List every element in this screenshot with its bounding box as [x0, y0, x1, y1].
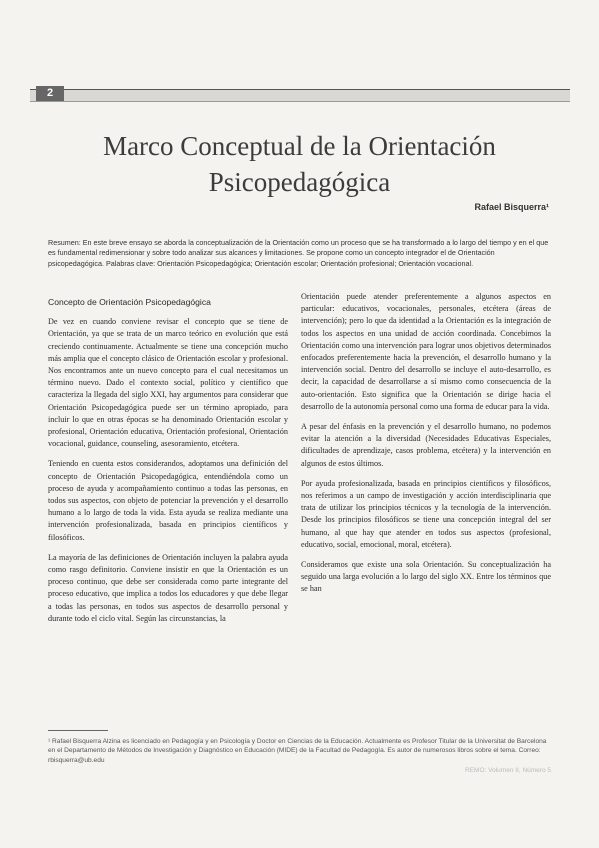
abstract	[48, 238, 550, 269]
right-paragraph: A pesar del énfasis en la prevención y el desarrollo humano, no podemos evitar la atención a la diversidad (Necesidades Educativas Especiales, dificultades de aprendizaje, casos problema, etcétera) y la intervención en algunos de estos últimos.	[301, 422, 551, 468]
title-line-2: Psicopedagógica	[208, 167, 391, 197]
left-paragraph: Teniendo en cuenta estos considerandos, adoptamos una definición del concepto de Orientación Psicopedagógica, entendiéndola como un proceso de ayuda y acompañamiento continuo a todas las personas, en todos sus aspectos, con objeto de potenciar la prevención y el desarrollo humano a lo largo de toda la vida. Esta ayuda se realiza mediante una intervención profesionalizada, basada en principios científicos y filosóficos.	[48, 459, 288, 542]
page-number: 2	[36, 86, 64, 101]
right-paragraph: Por ayuda profesionalizada, basada en principios científicos y filosóficos, nos referimos a un campo de investigación y acción interdisciplinaria que trata de utilizar los principios técnicos y la tecnología de la intervención. Desde los principios filosóficos se tiene una concepción integral del ser humano, al que hay que atender en todos sus aspectos (profesional, educativo, social, emocional, moral, etcétera).	[301, 478, 551, 549]
right-column	[301, 291, 551, 604]
right-paragraph: Orientación puede atender preferentemente a algunos aspectos en particular: educativos, vocacionales, personales, etcétera (áreas de intervención); pero lo que da identidad a la Orientación es la integración de todos los aspectos en una unidad de acción coordinada. Concebimos la Orientación como una intervención para lograr unos objetivos determinados enfocados preferentemente hacia la prevención, el desarrollo humano y la intervención social. Dentro del desarrollo se incluye el auto-desarrollo, es decir, la capacidad de desarrollarse a sí mismo como consecuencia de la auto-orientación. Esto significa que la Orientación se dirige hacia el desarrollo de la autonomía personal como una forma de educar para la vida.	[301, 292, 551, 411]
page-number-bar	[30, 89, 570, 102]
left-paragraph: De vez en cuando conviene revisar el concepto que se tiene de Orientación, ya que se trata de un marco teórico en evolución que está creciendo continuamente. Actualmente se tiene una concepción mucho más amplia que el concepto clásico de Orientación escolar y profesional. Nos encontramos ante un nuevo concepto para el cual necesitamos un término nuevo. Dado el contexto social, político y científico que caracteriza la llegada del siglo XXI, hay argumentos para considerar que Orientación Psicopedagógica puede ser un término apropiado, para incluir lo que en otras épocas se ha denominado Orientación escolar y profesional, Orientación educativa, Orientación profesional, Orientación vocacional, guidance, counseling, asesoramiento, etcétera.	[48, 317, 288, 449]
left-column	[48, 296, 288, 633]
journal-footer: REMO: Volumen II, Número 5	[465, 767, 551, 774]
section-heading: Concepto de Orientación Psicopedagógica	[48, 297, 211, 307]
footnote-divider	[48, 730, 108, 731]
author: Rafael Bisquerra¹	[474, 202, 549, 212]
abstract-text: Resumen: En este breve ensayo se aborda la conceptualización de la Orientación como un proceso que se ha transformado a lo largo del tiempo y en el que es fundamental redimensionar y sobre todo analizar sus alcances y limitaciones. Se propone como un concepto integrador el de Orientación psicopedagógica. Palabras clave: Orientación Psicopedagógica; Orientación escolar; Orientación profesional; Orientación vocacional.	[48, 238, 549, 268]
right-paragraph: Consideramos que existe una sola Orientación. Su conceptualización ha seguido una larga evolución a lo largo del siglo XX. Entre los términos que se han	[301, 560, 551, 594]
footnote: ¹ Rafael Bisquerra Alzina es licenciado en Pedagogía y en Psicología y Doctor en Ciencias de la Educación. Actualmente es Profesor Titular de la Universitat de Barcelona en el Departamento de Métodos de Investigación y Diagnóstico en Educación (MIDE) de la Facultad de Pedagogía. Es autor de numerosos libros sobre el tema. Correo: rbisquerra@ub.edu	[48, 738, 547, 764]
title-line-1: Marco Conceptual de la Orientación	[103, 131, 496, 161]
left-paragraph: La mayoría de las definiciones de Orientación incluyen la palabra ayuda como rasgo definitorio. Conviene insistir en que la Orientación es un proceso continuo, que debe ser considerada como parte integrante del proceso educativo, que implica a todos los educadores y que debe llegar a todas las personas, en todos sus aspectos de desarrollo personal y durante todo el ciclo vital. Según las circunstancias, la	[48, 552, 288, 623]
